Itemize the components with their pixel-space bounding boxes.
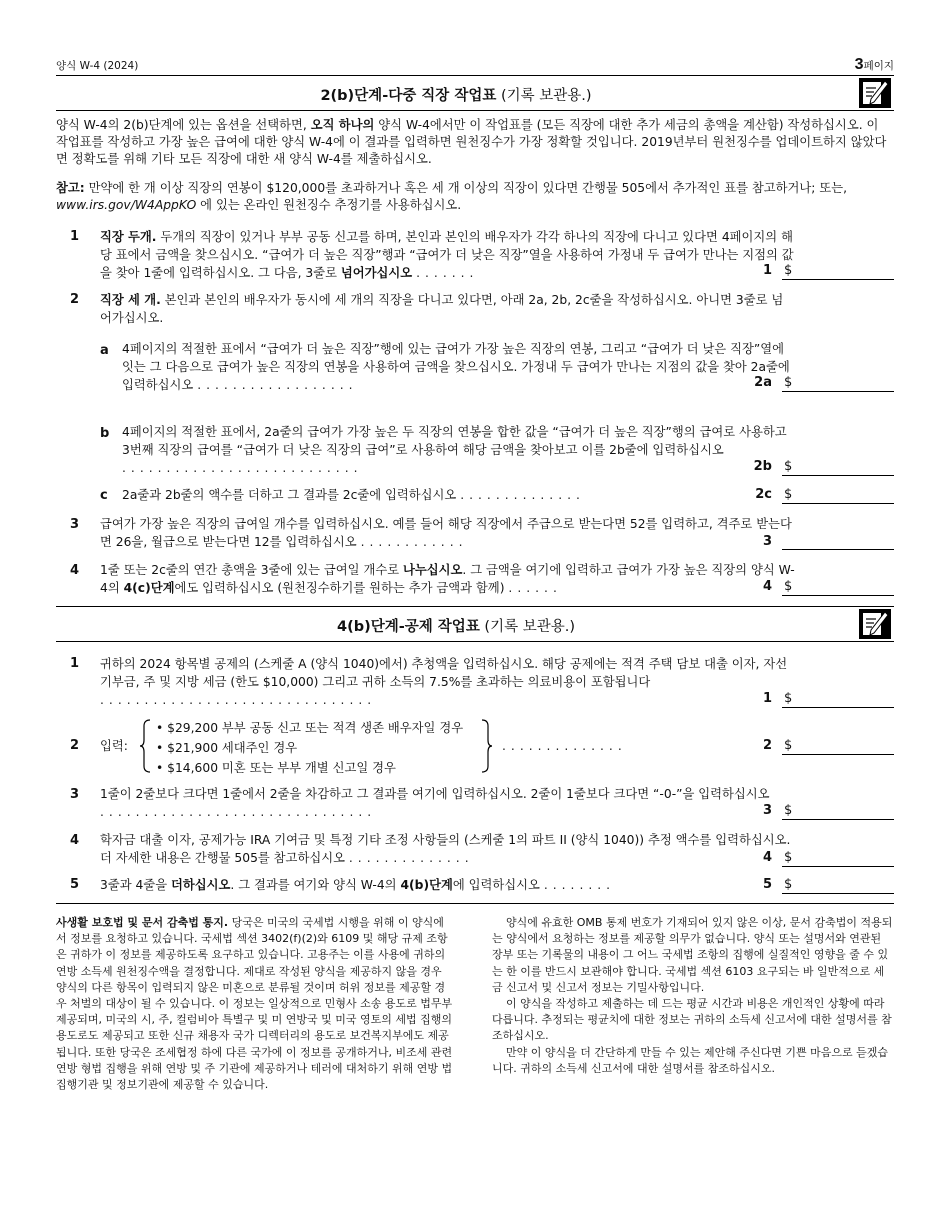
worksheet1-title-rest: (기록 보관용.) bbox=[496, 88, 592, 104]
ws2-line3-amount-field[interactable] bbox=[782, 803, 894, 820]
note-label: 참고: bbox=[56, 181, 85, 195]
ws2-line1-number: 1 bbox=[70, 656, 80, 671]
ws2-line5-bold2: 4(b)단계 bbox=[400, 878, 453, 892]
ws1-line2c-box: 2c bbox=[755, 487, 772, 502]
dot-leader: ........................... bbox=[122, 461, 363, 475]
ws2-line5-number: 5 bbox=[70, 877, 80, 892]
privacy-notice-heading: 사생활 보호법 및 문서 감축법 통지. bbox=[56, 916, 229, 929]
ws2-line1-box: 1 bbox=[762, 691, 772, 706]
paperwork-paragraph-1: 양식에 유효한 OMB 통제 번호가 기재되어 있지 않은 이상, 문서 감축법이 적용되는 양식에서 요청하는 정보를 제공할 의무가 없습니다. 양식 또는 설명서와 연관된 장부 또는 기록물의 내용이 그 어느 국세법 조항의 집행에 실질적인 영향을 줄 수 있는 한 이를 반드시 보관해야 합니다. 국세법 섹션 6103 요구되는 바 일반적으로 세금 신고서 및 신고서 정보는 기밀사항입니다. bbox=[492, 916, 893, 994]
ws1-line2a-box: 2a bbox=[754, 375, 772, 390]
ws2-line4-amount-field[interactable] bbox=[782, 850, 894, 867]
ws2-line3-text bbox=[100, 785, 795, 821]
ws1-line3-text bbox=[100, 515, 795, 551]
ws2-line2-box: 2 bbox=[762, 738, 772, 753]
note-link[interactable]: www.irs.gov/W4AppKO bbox=[56, 198, 197, 212]
ws1-line2a-body: 4페이지의 적절한 표에서 “급여가 더 높은 직장”행에 있는 급여가 가장 높은 직장의 연봉, 그리고 “급여가 더 낮은 직장”열에 잇는 그 다음으로 급여가 높은 직장의 연봉을 사용하여 금액을 찾으십시오. 가정내 두 급여가 만나는 지점의 값을 찾아 2a줄에 입력하십시오 bbox=[122, 342, 790, 392]
ws1-line2c-amount-field[interactable] bbox=[782, 487, 894, 504]
ws1-line3-amount-field[interactable] bbox=[782, 533, 894, 550]
dot-leader: ........ bbox=[543, 878, 616, 892]
option-single: • $14,600 미혼 또는 부부 개별 신고일 경우 bbox=[156, 761, 396, 775]
ws1-line2c-label: c bbox=[100, 488, 108, 503]
paperwork-notice bbox=[492, 915, 894, 1077]
note-tail: 에 있는 온라인 원천징수 추정기를 사용하십시오. bbox=[196, 198, 462, 212]
ws1-line4-body3: 에도 입력하십시오 (원천징수하기를 원하는 추가 금액과 함께) bbox=[174, 581, 505, 595]
dollar-sign: $ bbox=[784, 487, 793, 502]
ws1-line4-bold1: 나누십시오 bbox=[403, 563, 463, 577]
page-suffix: 페이지 bbox=[863, 60, 894, 72]
dollar-sign: $ bbox=[784, 738, 793, 753]
worksheet1-title bbox=[56, 84, 856, 105]
paperwork-paragraph-3: 만약 이 양식을 더 간단하게 만들 수 있는 제안해 주신다면 기쁜 마음으로 듣겠습니다. 귀하의 소득세 신고서에 대한 설명서를 참조하십시오. bbox=[492, 1045, 888, 1075]
dollar-sign: $ bbox=[784, 459, 793, 474]
dot-leader: ....... bbox=[416, 266, 479, 280]
ws1-line2a-amount-field[interactable] bbox=[782, 375, 894, 392]
dollar-sign: $ bbox=[784, 877, 793, 892]
form-label: 양식 W-4 (2024) bbox=[56, 60, 139, 72]
worksheet2-title-rule bbox=[56, 641, 894, 642]
dollar-sign: $ bbox=[784, 263, 793, 278]
ws1-line4-body1: 1줄 또는 2c줄의 연간 총액을 3줄에 있는 급여일 개수로 bbox=[100, 563, 403, 577]
ws1-line3-number: 3 bbox=[70, 517, 80, 532]
dot-leader: ............ bbox=[360, 535, 468, 549]
ws1-line2b-text bbox=[122, 423, 795, 477]
ws2-line5-body3: 에 입력하십시오 bbox=[452, 878, 540, 892]
pen-icon bbox=[859, 609, 891, 639]
ws1-line1-bold2: 넘어가십시오 bbox=[340, 266, 413, 280]
ws2-line5-amount-field[interactable] bbox=[782, 877, 894, 894]
ws1-line2c-body: 2a줄과 2b줄의 액수를 더하고 그 결과를 2c줄에 입력하십시오 bbox=[122, 488, 457, 502]
ws1-line1-bold: 직장 두개. bbox=[100, 230, 157, 244]
ws1-line4-body2: . 그 금액을 여기에 입력하고 급여가 가장 높은 직장의 양식 W-4의 bbox=[100, 563, 795, 595]
dot-leader: ............................... bbox=[100, 805, 377, 819]
ws2-line5-body1: 3줄과 4줄을 bbox=[100, 878, 171, 892]
note-text: 만약에 한 개 이상 직장의 연봉이 $120,000를 초과하거나 혹은 세 개 이상의 직장이 있다면 간행물 505에서 추가적인 표를 참고하거나; 또는, bbox=[84, 181, 848, 195]
ws2-line1-amount-field[interactable] bbox=[782, 691, 894, 708]
ws2-line2-number: 2 bbox=[70, 738, 80, 753]
ws2-line4-body: 학자금 대출 이자, 공제가능 IRA 기여금 및 특정 기타 조정 사항들의 (스케줄 1의 파트 II (양식 1040)) 추정 액수를 입력하십시오. 더 자세한 내용은 간행물 505를 참고하십시오 bbox=[100, 833, 791, 865]
left-brace bbox=[140, 718, 152, 774]
intro-text-1: 양식 W-4의 2(b)단계에 있는 옵션을 선택하면, bbox=[56, 118, 311, 132]
ws1-line3-box: 3 bbox=[762, 534, 772, 549]
intro-bold: 오직 하나의 bbox=[310, 118, 375, 132]
worksheet1-title-bold: 2(b)단계-다중 직장 작업표 bbox=[320, 88, 497, 104]
ws1-line4-box: 4 bbox=[762, 579, 772, 594]
ws2-line2-label: 입력: bbox=[100, 739, 128, 753]
ws1-line1-body: 두개의 직장이 있거나 부부 공동 신고를 하며, 본인과 본인의 배우자가 각각 하나의 직장에 다니고 있다면 4페이지의 해당 표에서 금액을 찾으십시오. “급여가 더 높은 직장”행과 “급여가 더 낮은 직장”열을 사용하여 가정내 두 급여가 만나는 지점의 값을 찾아 1줄에 입력하십시오. 그 다음, 3줄로 bbox=[100, 230, 794, 280]
dollar-sign: $ bbox=[784, 691, 793, 706]
privacy-notice-text: 당국은 미국의 국세법 시행을 위해 이 양식에서 정보를 요청하고 있습니다. 국세법 섹션 3402(f)(2)와 6109 및 해당 규제 조항은 귀하가 이 정보를 제공하도록 요구하고 있습니다. 고용주는 이를 사용에 귀하의 연방 소득세 원천징수액을 결정합니다. 제대로 작성된 양식을 제공하지 않을 경우 양식의 다른 항목이 입력되지 않은 미혼으로 분류될 것이며 허위 정보를 제공할 경우 처벌의 대상이 될 수 있습니다. 이 정보는 일상적으로 민형사 소송 용도로 법무부 제공되며, 미국의 시, 주, 컬럼비아 특별구 및 미 연방국 및 미국 영토의 세법 집행의 용도로도 제공되고 또한 신규 채용자 국가 디렉터리의 용도로 보건복지부에도 제공됩니다. 또한 당국은 조세협정 하에 다른 국가에 이 정보를 공개하거나, 비조세 관련 연방 형법 집행을 위해 연방 및 주 기관에 제공하거나 테러에 대처하기 위해 연방 법 집행기관 및 정보기관에 제공할 수 있습니다. bbox=[56, 916, 453, 1092]
privacy-notice bbox=[56, 915, 454, 1093]
ws1-line4-amount-field[interactable] bbox=[782, 579, 894, 596]
ws1-line4-bold2: 4(c)단계 bbox=[123, 581, 175, 595]
worksheet1-intro bbox=[56, 117, 888, 168]
ws1-line2b-amount-field[interactable] bbox=[782, 459, 894, 476]
dollar-sign: $ bbox=[784, 579, 793, 594]
ws2-line5-bold1: 더하십시오 bbox=[170, 878, 231, 892]
ws1-line1-box: 1 bbox=[762, 263, 772, 278]
ws1-line1-text bbox=[100, 228, 795, 282]
right-brace bbox=[480, 718, 492, 774]
footer-rule bbox=[56, 903, 894, 904]
worksheet2-title bbox=[56, 615, 856, 636]
dollar-sign: $ bbox=[784, 375, 793, 390]
ws1-line1-amount-field[interactable] bbox=[782, 263, 894, 280]
dot-leader: .................. bbox=[197, 378, 358, 392]
page-number bbox=[855, 56, 894, 74]
dot-leader: .............. bbox=[348, 851, 474, 865]
paperwork-paragraph-2: 이 양식을 작성하고 제출하는 데 드는 평균 시간과 비용은 개인적인 상황에 따라 다릅니다. 추정되는 평균치에 대한 정보는 귀하의 소득세 신고서에 대한 설명서를 참조하십시오. bbox=[492, 997, 892, 1043]
page-header bbox=[56, 56, 894, 76]
intro-text-2: 양식 W-4에서만 이 작업표를 (모든 직장에 대한 추가 세금의 총액을 계산함) 작성하십시오. 이 작업표를 작성하고 가장 높은 급여에 대한 양식 W-4에 이 결과를 입력하면 원천징수가 가장 정확할 것입니다. 2019년부터 원천징수를 업데이트하지 않았다면 정확도를 위해 기타 모든 직장에 대한 새 양식 W-4를 제출하십시오. bbox=[56, 118, 887, 166]
option-married-joint: • $29,200 부부 공동 신고 또는 적격 생존 배우자일 경우 bbox=[156, 721, 464, 735]
worksheet1-title-rule bbox=[56, 110, 894, 111]
ws2-line3-box: 3 bbox=[762, 803, 772, 818]
ws1-line2a-label: a bbox=[100, 343, 109, 358]
pen-icon bbox=[859, 78, 891, 108]
option-head-of-household: • $21,900 세대주인 경우 bbox=[156, 741, 298, 755]
ws1-line2a-text bbox=[122, 340, 795, 394]
ws1-line2b-body: 4페이지의 적절한 표에서, 2a줄의 급여가 가장 높은 두 직장의 연봉을 합한 값을 “급여가 더 높은 직장”행의 급여로 사용하고 3번째 직장의 급여를 “급여가 더 낮은 직장의 급여”로 사용하여 해당 금액을 찾아보고 이를 2b줄에 입력하십시오 bbox=[122, 425, 787, 457]
ws2-line5-box: 5 bbox=[762, 877, 772, 892]
ws2-line5-body2: . 그 결과를 여기와 양식 W-4의 bbox=[230, 878, 401, 892]
ws1-line2b-box: 2b bbox=[753, 459, 772, 474]
ws1-line4-number: 4 bbox=[70, 563, 80, 578]
ws2-line3-body: 1줄이 2줄보다 크다면 1줄에서 2줄을 차감하고 그 결과를 여기에 입력하십시오. 2줄이 1줄보다 크다면 “-0-”을 입력하십시오 bbox=[100, 787, 770, 801]
worksheet2-title-bold: 4(b)단계-공제 작업표 bbox=[336, 619, 480, 635]
ws2-line1-text bbox=[100, 655, 795, 709]
worksheet2-top-rule bbox=[56, 606, 894, 607]
ws1-line2-number: 2 bbox=[70, 292, 80, 307]
page-number-digit: 3 bbox=[854, 56, 864, 73]
ws2-line4-number: 4 bbox=[70, 833, 80, 848]
worksheet2-title-rest: (기록 보관용.) bbox=[479, 619, 576, 635]
dot-leader: ............................... bbox=[100, 693, 377, 707]
dollar-sign: $ bbox=[784, 803, 793, 818]
ws2-line2-amount-field[interactable] bbox=[782, 738, 894, 755]
ws1-line2b-label: b bbox=[100, 426, 110, 441]
ws1-line2c-text bbox=[122, 486, 795, 504]
worksheet1-note bbox=[56, 180, 888, 214]
dot-leader: .............. bbox=[460, 488, 585, 502]
ws1-line4-text bbox=[100, 561, 795, 597]
dot-leader: ...... bbox=[508, 581, 562, 595]
ws1-line2-text bbox=[100, 291, 795, 327]
ws2-line4-text bbox=[100, 831, 795, 867]
dollar-sign: $ bbox=[784, 850, 793, 865]
ws1-line3-body: 급여가 가장 높은 직장의 급여일 개수를 입력하십시오. 예를 들어 해당 직장에서 주급으로 받는다면 52를 입력하고, 격주로 받는다면 26을, 월급으로 받는다면 12를 입력하십시오 bbox=[100, 517, 792, 549]
ws2-line1-body: 귀하의 2024 항목별 공제의 (스케줄 A (양식 1040)에서) 추청액을 입력하십시오. 해당 공제에는 적격 주택 담보 대출 이자, 자선 기부금, 주 및 지방 세금 (한도 $10,000) 그리고 귀하 소득의 7.5%를 초과하는 의료비용이 포함됩니다 bbox=[100, 657, 788, 689]
dot-leader: .............. bbox=[502, 739, 627, 753]
ws2-line2-options bbox=[156, 718, 463, 778]
ws2-line5-text bbox=[100, 876, 795, 894]
ws1-line2-body: 본인과 본인의 배우자가 동시에 세 개의 직장을 다니고 있다면, 아래 2a, 2b, 2c줄을 작성하십시오. 아니면 3줄로 넘어가십시오. bbox=[100, 293, 784, 325]
ws2-line3-number: 3 bbox=[70, 787, 80, 802]
ws1-line2-bold: 직장 세 개. bbox=[100, 293, 161, 307]
ws1-line1-number: 1 bbox=[70, 229, 80, 244]
header-rule bbox=[56, 75, 894, 76]
ws2-line4-box: 4 bbox=[762, 850, 772, 865]
